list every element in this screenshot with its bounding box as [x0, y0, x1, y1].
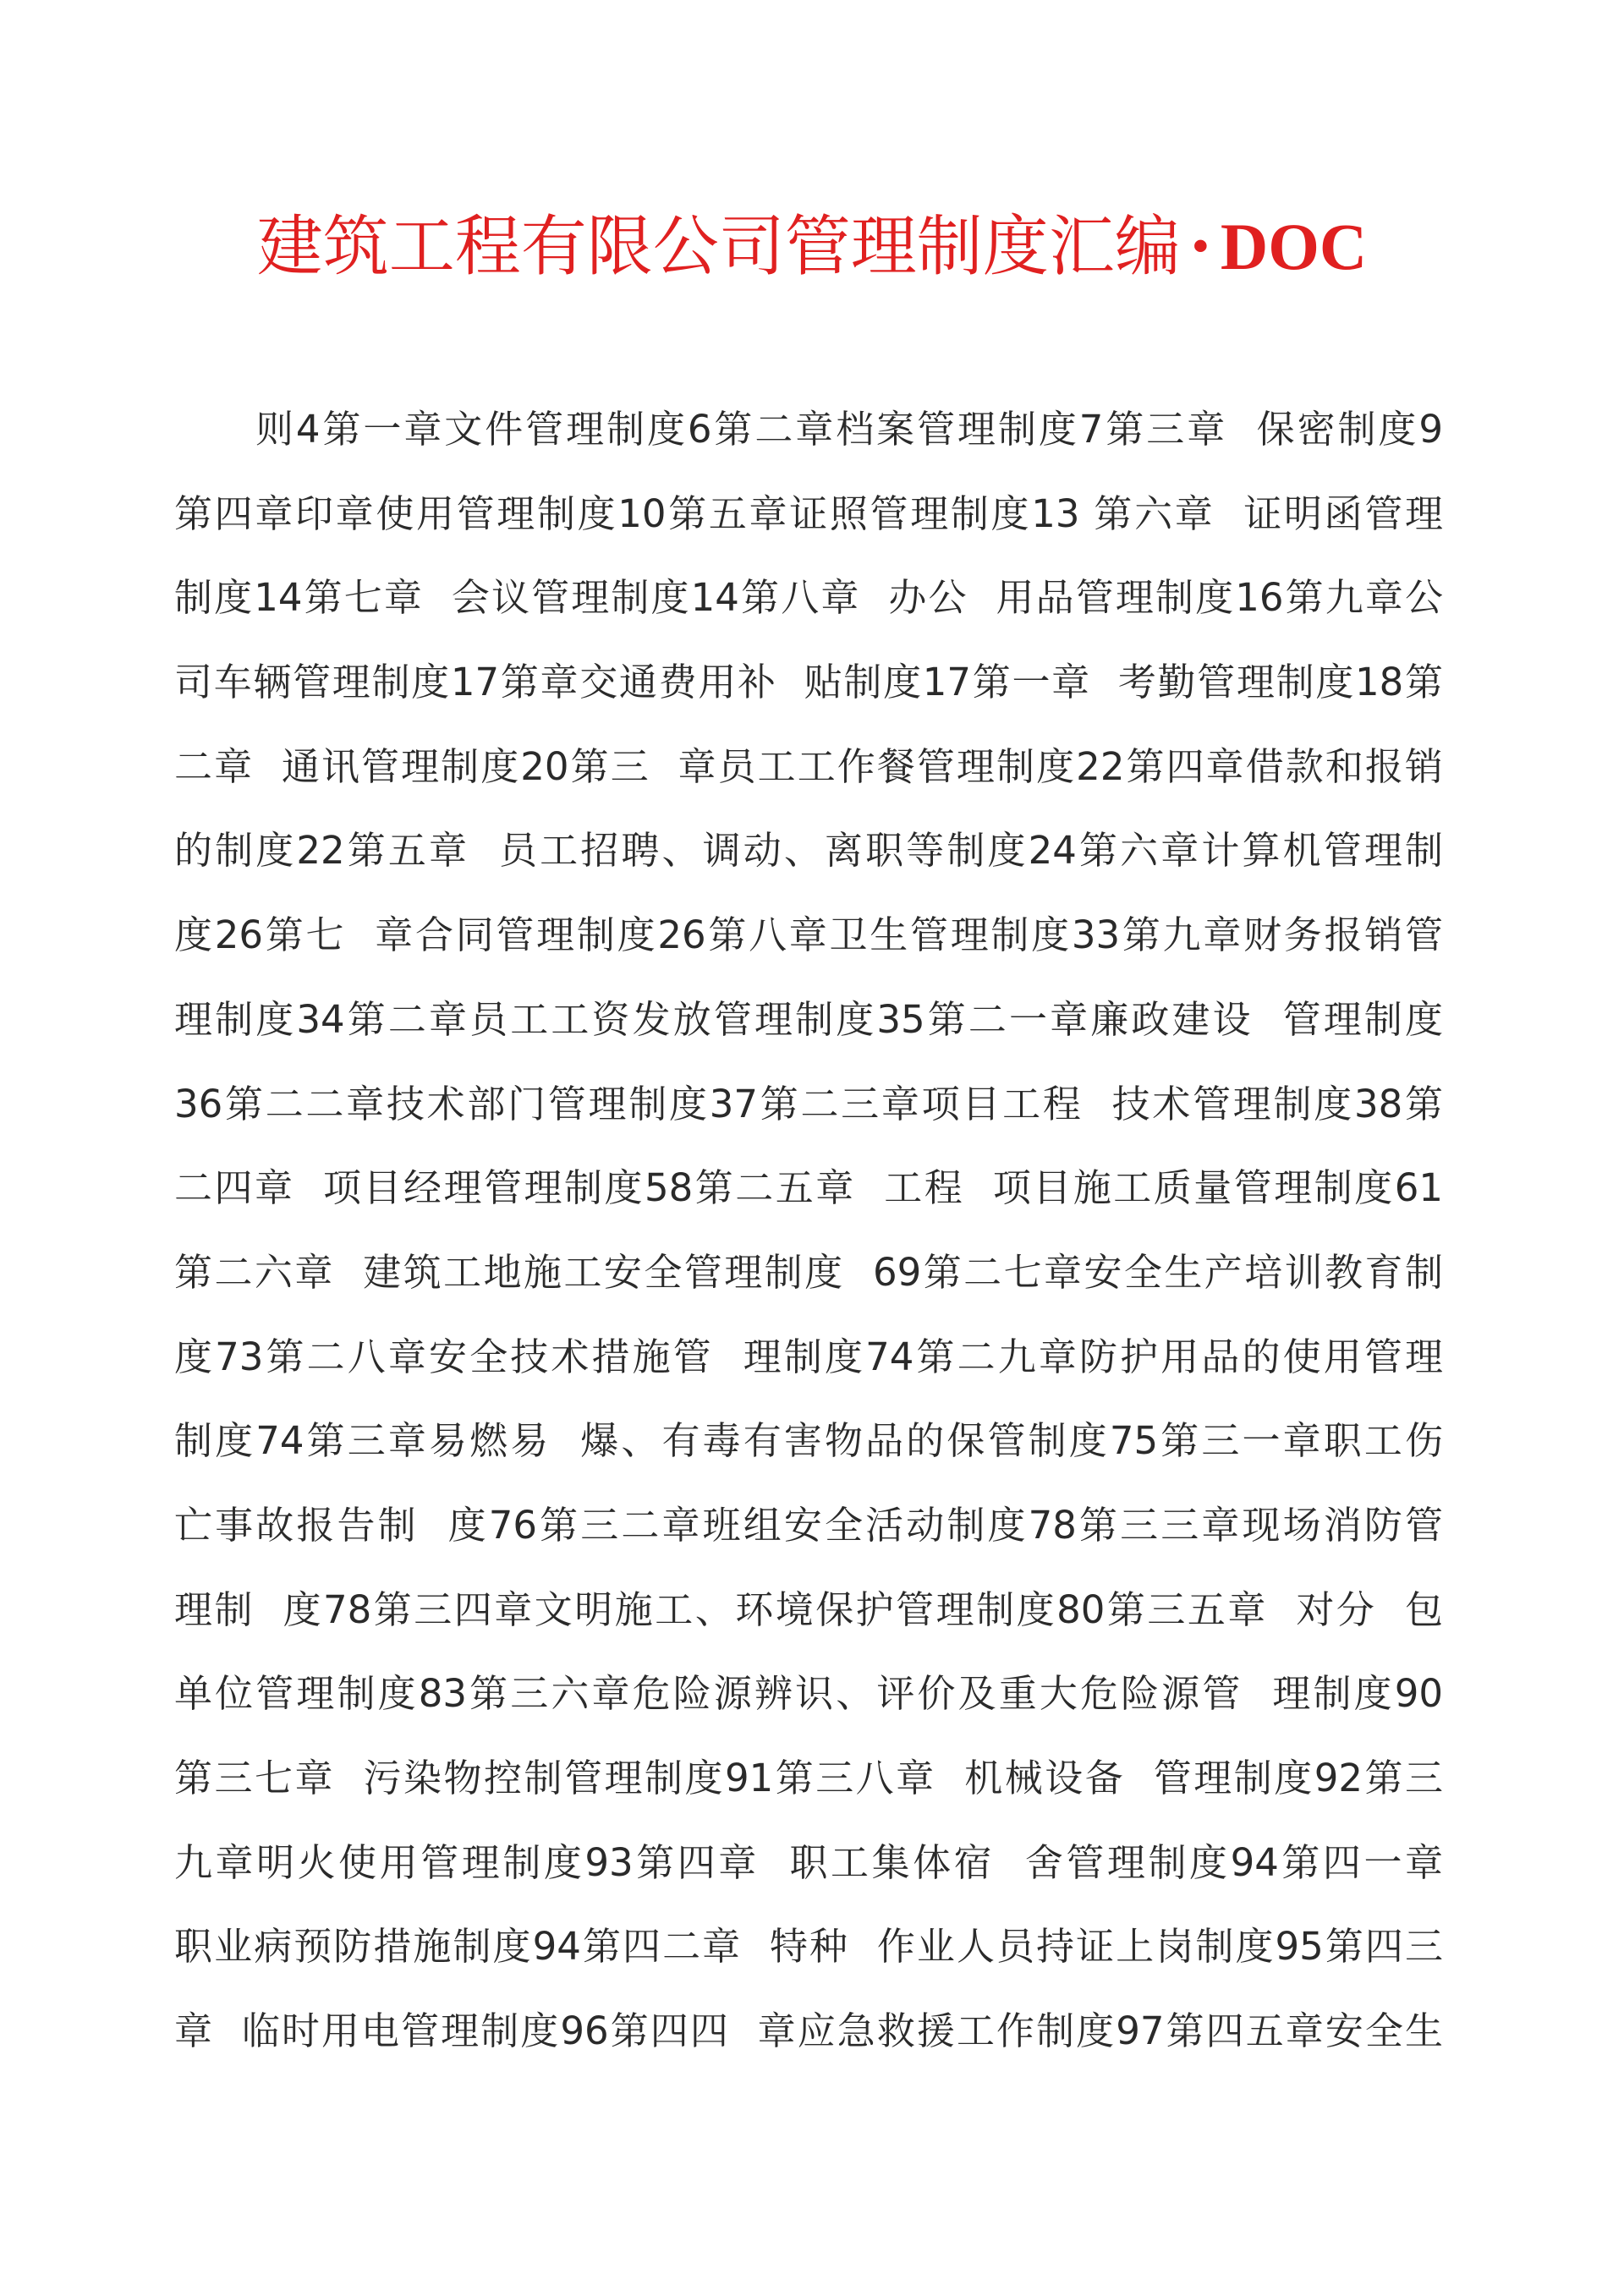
- text-line: 制度74第三章易燃易 爆、有毒有害物品的保管制度75第三一章职工伤: [174, 1418, 1443, 1464]
- text-line: 理制度34第二章员工工资发放管理制度35第二一章廉政建设 管理制度: [174, 996, 1443, 1042]
- text-line: 制度14第七章 会议管理制度14第八章 办公 用品管理制度16第九章公: [174, 575, 1443, 621]
- text-line: 单位管理制度83第三六章危险源辨识、评价及重大危险源管 理制度90: [174, 1671, 1443, 1717]
- title-extension: DOC: [1220, 210, 1368, 283]
- text-line: 亡事故报告制 度76第三二章班组安全活动制度78第三三章现场消防管: [174, 1502, 1443, 1548]
- text-line: 则4第一章文件管理制度6第二章档案管理制度7第三章 保密制度9: [255, 407, 1443, 452]
- text-line: 度73第二八章安全技术措施管 理制度74第二九章防护用品的使用管理: [174, 1334, 1443, 1379]
- text-line: 的制度22第五章 员工招聘、调动、离职等制度24第六章计算机管理制: [174, 828, 1443, 874]
- text-line: 二章 通讯管理制度20第三 章员工工作餐管理制度22第四章借款和报销: [174, 743, 1443, 789]
- text-line: 第三七章 污染物控制管理制度91第三八章 机械设备 管理制度92第三: [174, 1756, 1443, 1800]
- text-line: 36第二二章技术部门管理制度37第二三章项目工程 技术管理制度38第: [174, 1081, 1443, 1126]
- text-line: 第二六章 建筑工地施工安全管理制度 69第二七章安全生产培训教育制: [174, 1249, 1443, 1295]
- document-title: [0, 196, 1624, 298]
- text-line: 第四章印章使用管理制度10第五章证照管理制度13 第六章 证明函管理: [174, 490, 1443, 536]
- text-line: 二四章 项目经理管理制度58第二五章 工程 项目施工质量管理制度61: [174, 1165, 1443, 1211]
- text-line: 九章明火使用管理制度93第四章 职工集体宿 舍管理制度94第四一章: [174, 1839, 1443, 1885]
- text-line: 司车辆管理制度17第章交通费用补 贴制度17第一章 考勤管理制度18第: [174, 660, 1443, 705]
- title-separator: ·: [1188, 208, 1212, 285]
- title-main: 建筑工程有限公司管理制度汇编: [256, 209, 1181, 285]
- body-paragraph: [174, 387, 1443, 2074]
- text-line: 章 临时用电管理制度96第四四 章应急救援工作制度97第四五章安全生: [174, 2008, 1443, 2054]
- text-line: 理制 度78第三四章文明施工、环境保护管理制度80第三五章 对分 包: [174, 1586, 1443, 1632]
- text-line: 度26第七 章合同管理制度26第八章卫生管理制度33第九章财务报销管: [174, 912, 1443, 958]
- text-line: 职业病预防措施制度94第四二章 特种 作业人员持证上岗制度95第四三: [174, 1924, 1443, 1970]
